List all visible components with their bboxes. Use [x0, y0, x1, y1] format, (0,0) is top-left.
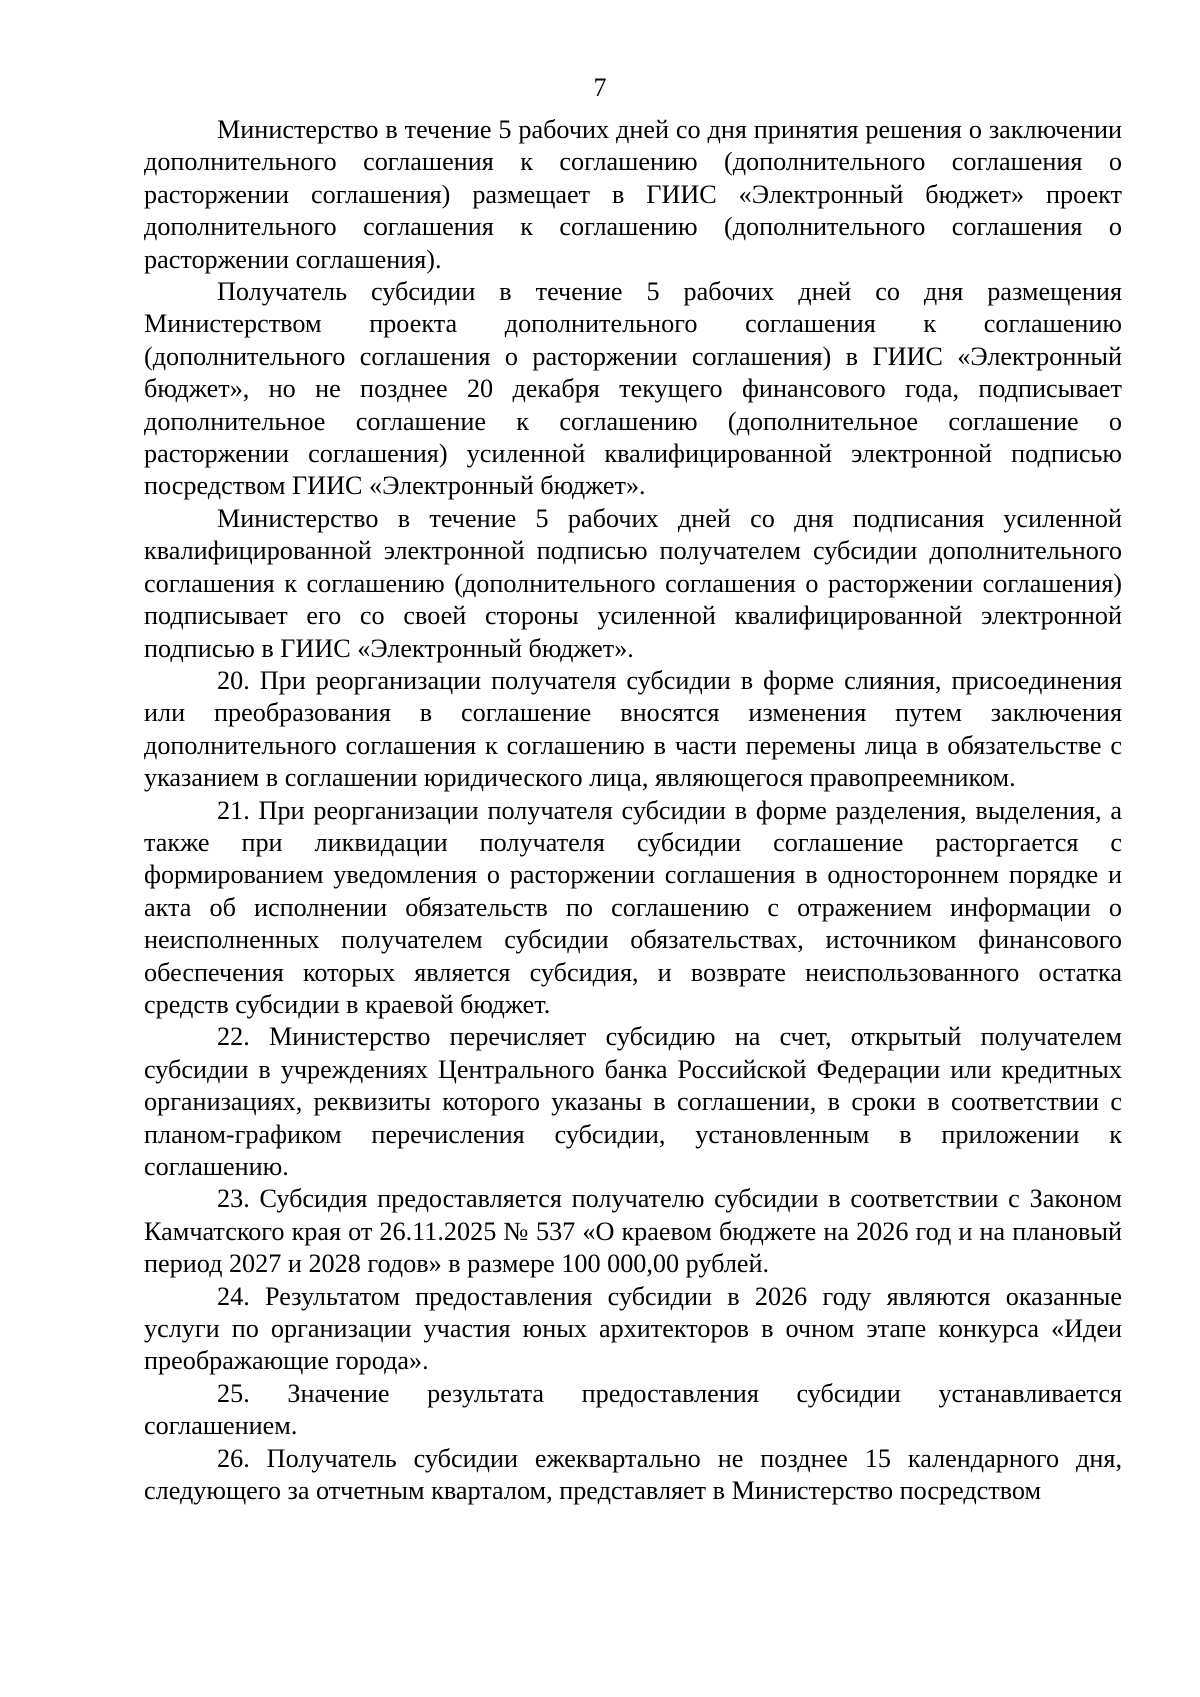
- paragraph-clause-25: 25. Значение результата предоставления субсидии устанавливается соглашением.: [144, 1378, 1122, 1441]
- paragraph-ministry-signing: Министерство в течение 5 рабочих дней со дня подписания усиленной квалифицированной электронной подписью получателем субсидии дополнительного соглашения к соглашению (дополнительного соглашения о расторжении соглашения) подписывает его со своей стороны усиленной квалифицированной электронной подписью в ГИИС «Электронный бюджет».: [144, 503, 1122, 663]
- paragraph-clause-20: 20. При реорганизации получателя субсидии в форме слияния, присоединения или преобразования в соглашение вносятся изменения путем заключения дополнительного соглашения к соглашению в части перемены лица в обязательстве с указанием в соглашении юридического лица, являющегося правопреемником.: [144, 665, 1122, 793]
- paragraph-clause-23: 23. Субсидия предоставляется получателю субсидии в соответствии с Законом Камчатского края от 26.11.2025 № 537 «О краевом бюджете на 2026 год и на плановый период 2027 и 2028 годов» в размере 100 000,00 рублей.: [144, 1184, 1122, 1279]
- paragraph-clause-22: 22. Министерство перечисляет субсидию на счет, открытый получателем субсидии в учреждениях Центрального банка Российской Федерации или кредитных организациях, реквизиты которого указаны в соглашении, в сроки в соответствии с планом-графиком перечисления субсидии, установленным в приложении к соглашению.: [144, 1022, 1122, 1181]
- paragraph-recipient-signing: Получатель субсидии в течение 5 рабочих дней со дня размещения Министерством проекта дополнительного соглашения к соглашению (дополнительного соглашения о расторжении соглашения) в ГИИС «Электронный бюджет», но не позднее 20 декабря текущего финансового года, подписывает дополнительное соглашение к соглашению (дополнительное соглашение о расторжении соглашения) усиленной квалифицированной электронной подписью посредством ГИИС «Электронный бюджет».: [144, 277, 1122, 501]
- page-number: 7: [593, 73, 607, 102]
- paragraph-clause-24: 24. Результатом предоставления субсидии в 2026 году являются оказанные услуги по организации участия юных архитекторов в очном этапе конкурса «Идеи преображающие города».: [144, 1281, 1122, 1376]
- document-body: [144, 114, 1122, 1507]
- paragraph-clause-26: 26. Получатель субсидии ежеквартально не позднее 15 календарного дня, следующего за отчетным кварталом, представляет в Министерство посредством: [144, 1443, 1122, 1506]
- paragraph-ministry-posting: Министерство в течение 5 рабочих дней со дня принятия решения о заключении дополнительного соглашения к соглашению (дополнительного соглашения о расторжении соглашения) размещает в ГИИС «Электронный бюджет» проект дополнительного соглашения к соглашению (дополнительного соглашения о расторжении соглашения).: [144, 115, 1122, 274]
- paragraph-clause-21: 21. При реорганизации получателя субсидии в форме разделения, выделения, а также при ликвидации получателя субсидии соглашение расторгается с формированием уведомления о расторжении соглашения в одностороннем порядке и акта об исполнении обязательств по соглашению с отражением информации о неисполненных получателем субсидии обязательствах, источником финансового обеспечения которых является субсидия, и возврате неиспользованного остатка средств субсидии в краевой бюджет.: [144, 795, 1122, 1019]
